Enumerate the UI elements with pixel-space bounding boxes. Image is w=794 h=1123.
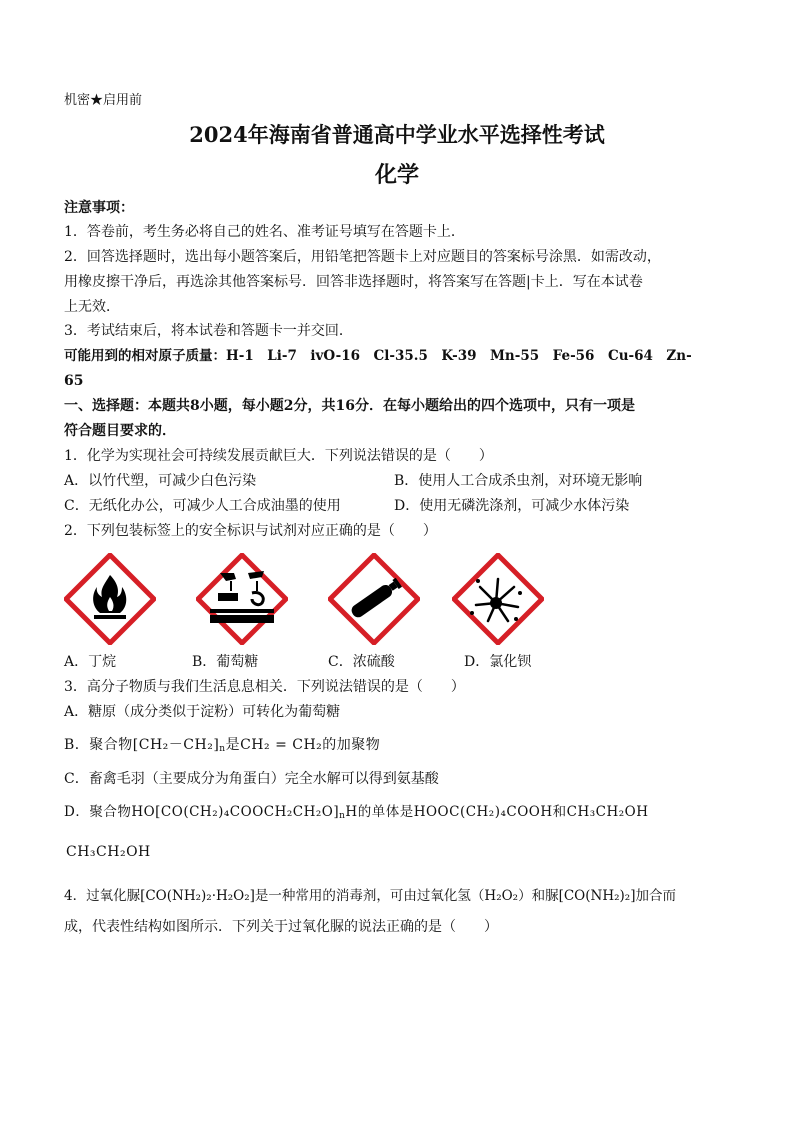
q3-b-prefix: B．聚合物: [64, 737, 133, 753]
note-1: 1．答卷前，考生务必将自己的姓名、准考证号填写在答题卡上．: [64, 224, 465, 240]
q2-stem: 2．下列包装标签上的安全标识与试剂对应正确的是（ ）: [64, 523, 437, 539]
q3-option-b: [64, 735, 380, 759]
q1-stem: 1．化学为实现社会可持续发展贡献巨大．下列说法错误的是（ ）: [64, 448, 493, 464]
q1-option-d: D．使用无磷洗涤剂，可减少水体污染: [394, 498, 630, 514]
q3-b-mid: 是: [225, 737, 241, 753]
note-2-line-1: 2．回答选择题时，选出每小题答案后，用铅笔把答题卡上对应题目的答案标号涂黑．如需改动，: [64, 249, 661, 265]
q3-b-polymer: [CH₂－CH₂]: [132, 737, 220, 753]
q3-d-h: H: [345, 804, 358, 820]
section-1-line-1: 一、选择题：本题共8小题，每小题2分，共16分．在每小题给出的四个选项中，只有一项是: [64, 398, 635, 414]
atomic-masses-line-2: 65: [64, 373, 84, 389]
notes-heading: 注意事项：: [64, 200, 134, 216]
q2-option-a: A．丁烷: [64, 654, 117, 670]
q1-option-c: C．无纸化办公，可减少人工合成油墨的使用: [64, 498, 341, 514]
explosive-icon: [452, 553, 544, 645]
q1-option-a: A．以竹代塑，可减少白色污染: [64, 473, 257, 489]
q3-d-monomer-2: CH₃CH₂OH: [566, 804, 649, 820]
corrosive-icon: [196, 553, 288, 645]
q3-d-n: n: [339, 811, 346, 821]
q3-d-monomer-1: HOOC(CH₂)₄COOH: [413, 804, 553, 820]
atomic-masses-line-1: 可能用到的相对原子质量：H-1 Li-7 ivO-16 Cl-35.5 K-39 Mn-55 Fe-56 Cu-64 Zn-: [64, 348, 692, 364]
q3-d-prefix: D．聚合物: [64, 804, 132, 820]
q3-b-suffix: 的加聚物: [322, 737, 381, 753]
section-1-line-2: 符合题目要求的．: [64, 423, 176, 439]
flammable-icon: [64, 553, 156, 645]
exam-title: 2024年海南省普通高中学业水平选择性考试: [189, 122, 605, 147]
q3-b-n: n: [219, 744, 226, 754]
q3-b-monomer: CH₂ = CH₂: [240, 737, 323, 753]
note-3: 3．考试结束后，将本试卷和答题卡一并交回．: [64, 323, 353, 339]
q2-option-c: C．浓硫酸: [328, 654, 395, 670]
q3-option-d: [64, 802, 649, 826]
q2-option-d: D．氯化钡: [464, 654, 532, 670]
q2-option-b: B．葡萄糖: [192, 654, 259, 670]
q3-option-d-continuation: CH₃CH₂OH: [66, 844, 151, 860]
secret-label: 机密★启用前: [64, 93, 143, 108]
q1-option-b: B．使用人工合成杀虫剂，对环境无影响: [394, 473, 643, 489]
q3-d-and: 和: [552, 804, 567, 820]
q3-option-c: C．畜禽毛羽（主要成分为角蛋白）完全水解可以得到氨基酸: [64, 771, 439, 787]
q4-stem-line-2: 成，代表性结构如图所示．下列关于过氧化脲的说法正确的是（ ）: [64, 919, 498, 935]
subject-title: 化学: [374, 162, 419, 188]
q3-option-a: A．糖原（成分类似于淀粉）可转化为葡萄糖: [64, 704, 341, 720]
note-2-line-3: 上无效．: [64, 299, 120, 315]
q3-d-mid: 的单体是: [357, 804, 414, 820]
q3-stem: 3．高分子物质与我们生活息息相关．下列说法错误的是（ ）: [64, 679, 465, 695]
q4-stem-line-1: 4．过氧化脲[CO(NH₂)₂·H₂O₂]是一种常用的消毒剂，可由过氧化氢（H₂O₂）和脲[CO(NH₂)₂]加合而: [64, 888, 676, 904]
gas-cylinder-icon: [328, 553, 420, 645]
q3-d-polymer: HO[CO(CH₂)₄COOCH₂CH₂O]: [131, 804, 340, 820]
note-2-line-2: 用橡皮擦干净后，再选涂其他答案标号．回答非选择题时，将答案写在答题|卡上．写在本试卷: [64, 274, 643, 290]
